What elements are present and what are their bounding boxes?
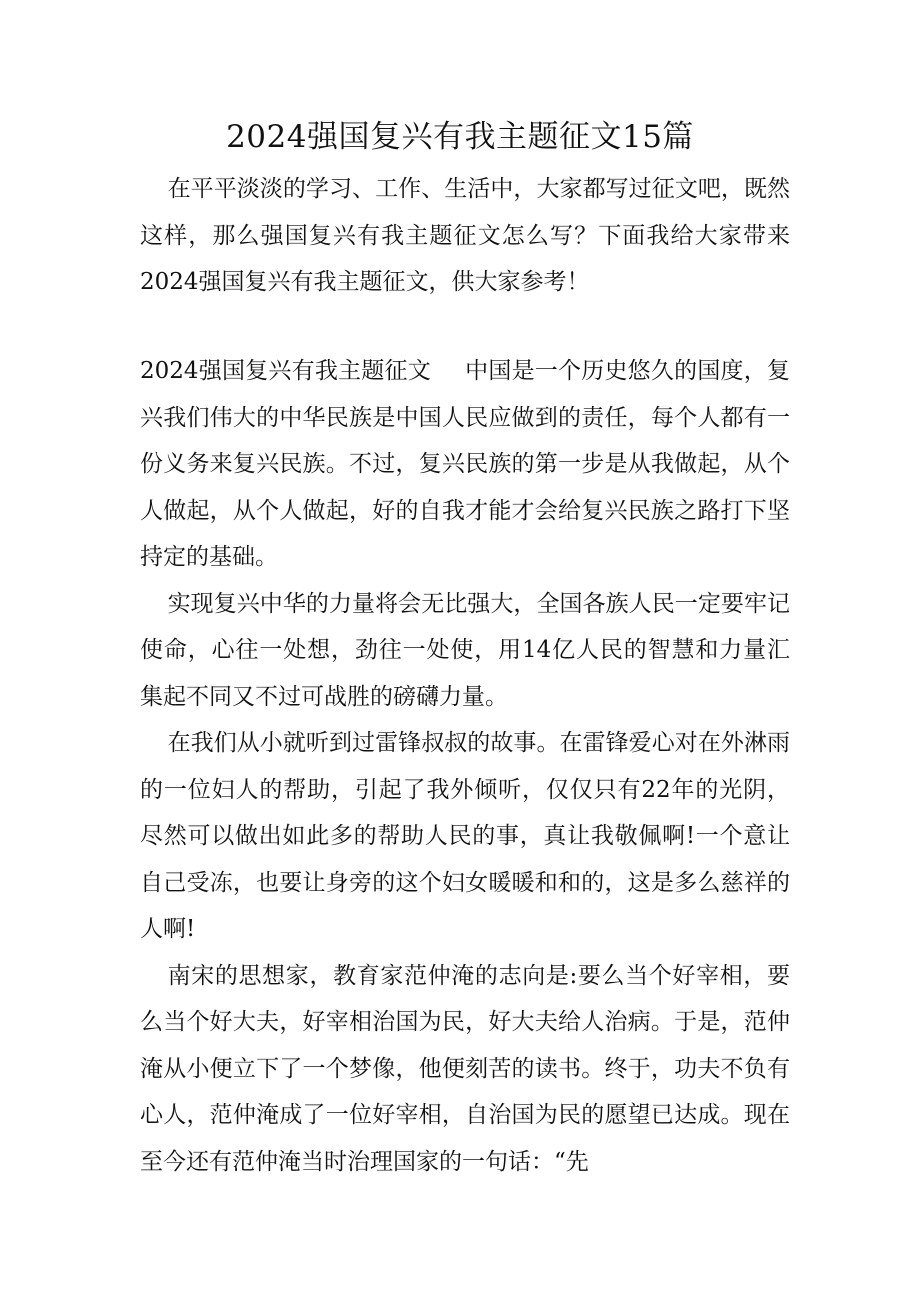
essay-paragraph-2: 实现复兴中华的力量将会无比强大，全国各族人民一定要牢记使命，心往一处想，劲往一处使，用14亿人民的智慧和力量汇集起不同又不过可战胜的磅礴力量。 — [140, 590, 790, 710]
document-title: 2024强国复兴有我主题征文15篇 — [226, 119, 694, 155]
essay-first-paragraph — [140, 348, 790, 581]
essay-paragraph-3: 在我们从小就听到过雷锋叔叔的故事。在雷锋爱心对在外淋雨的一位妇人的帮助，引起了我外倾听，仅仅只有22年的光阴，尽然可以做出如此多的帮助人民的事，真让我敬佩啊!一个意让自己受冻，也要让身旁的这个妇女暖暖和和的，这是多么慈祥的人啊! — [140, 730, 790, 942]
essay-body — [140, 348, 790, 1185]
essay-heading: 2024强国复兴有我主题征文 — [140, 358, 431, 384]
essay-paragraph-1: 中国是一个历史悠久的国度，复兴我们伟大的中华民族是中国人民应做到的责任，每个人都有一份义务来复兴民族。不过，复兴民族的第一步是从我做起，从个人做起，从个人做起，好的自我才能才会给复兴民族之路打下坚持定的基础。 — [140, 358, 790, 570]
essay-paragraph-4: 南宋的思想家，教育家范仲淹的志向是:要么当个好宰相，要么当个好大夫，好宰相治国为民，好大夫给人治病。于是，范仲淹从小便立下了一个梦像，他便刻苦的读书。终于，功夫不负有心人，范仲淹成了一位好宰相，自治国为民的愿望已达成。现在至今还有范仲淹当时治理国家的一句话：“先 — [140, 962, 790, 1175]
intro-paragraph: 在平平淡淡的学习、工作、生活中，大家都写过征文吧，既然这样，那么强国复兴有我主题征文怎么写？下面我给大家带来2024强国复兴有我主题征文，供大家参考！ — [140, 176, 790, 295]
